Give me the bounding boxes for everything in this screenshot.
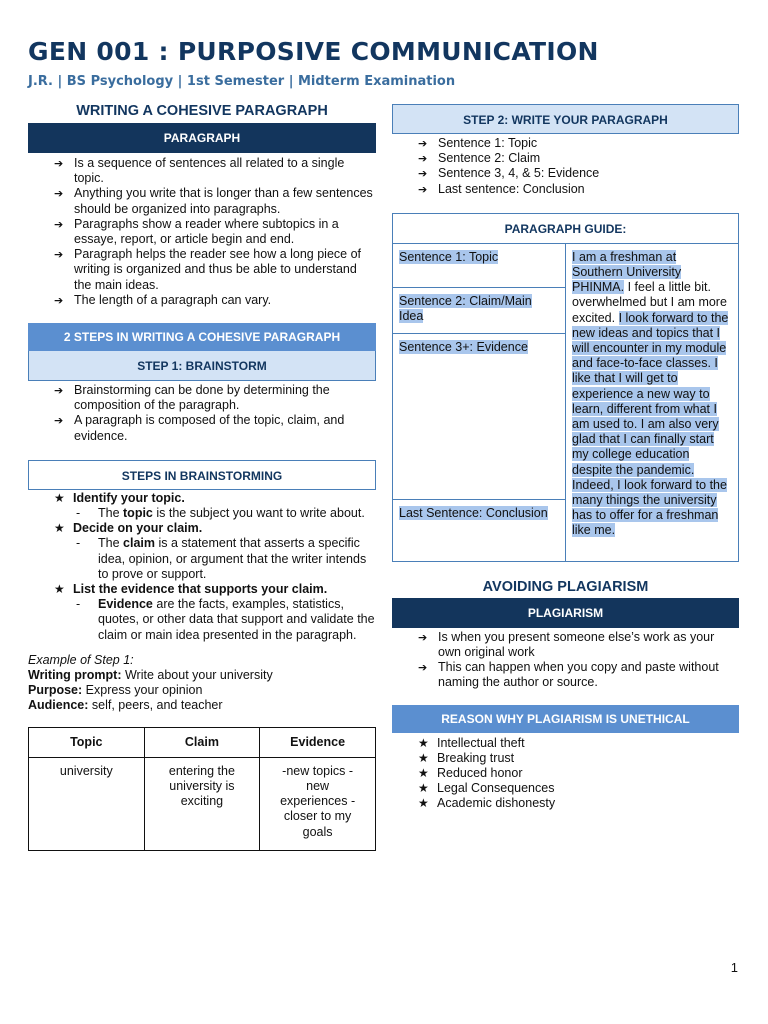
table-row <box>29 757 376 850</box>
table-header: Evidence <box>260 727 376 757</box>
list-item: ★ Reduced honor <box>418 766 739 781</box>
guide-label: Sentence 1: Topic <box>393 244 565 288</box>
guide-example-paragraph: I am a freshman at Southern University PHINMA. I feel a little bit. overwhelmed but I am more excited. I look forward to the new ideas and topics that I will encounter in my module and face-to-face classes. I like that I will get to experience a new way to learn, different from what I am used to. I am also very glad that I can finally start my college education despite the pandemic. Indeed, I look forward to the many things the university has to offer for a freshman like me. <box>572 249 729 538</box>
left-column <box>28 104 376 851</box>
list-item <box>54 491 376 521</box>
example-caption: Example of Step 1: <box>28 652 134 667</box>
step-detail: - Evidence are the facts, examples, statistics, quotes, or other data that support and validate the claim or main idea presented in the paragraph. <box>76 597 375 642</box>
example-block <box>28 653 376 714</box>
guide-label: Sentence 3+: Evidence <box>393 334 565 500</box>
two-steps-bar: 2 STEPS IN WRITING A COHESIVE PARAGRAPH <box>28 323 376 351</box>
purpose: Purpose: Express your opinion <box>28 683 203 698</box>
plagiarism-list <box>392 630 739 691</box>
table-header: Topic <box>29 727 145 757</box>
section-title-cohesive-paragraph: WRITING A COHESIVE PARAGRAPH <box>76 103 328 119</box>
paragraph-guide-heading: PARAGRAPH GUIDE: <box>393 214 738 244</box>
list-item: ➔ The length of a paragraph can vary. <box>54 293 376 308</box>
document-title: GEN 001 : PURPOSIVE COMMUNICATION <box>28 37 599 66</box>
step2-list <box>392 136 739 197</box>
list-item: ➔ Last sentence: Conclusion <box>418 182 739 197</box>
paragraph-bar: PARAGRAPH <box>28 123 376 153</box>
list-item: ★ Legal Consequences <box>418 781 739 796</box>
table-cell: -new topics -new experiences -closer to my goals <box>260 757 376 850</box>
list-item: ➔ Anything you write that is longer than a few sentences should be organized into paragraphs. <box>54 186 376 216</box>
guide-label: Last Sentence: Conclusion <box>399 505 548 520</box>
step-heading: List the evidence that supports your claim. <box>73 582 328 597</box>
step-heading: Identify your topic. <box>73 490 185 505</box>
list-item: ➔ Paragraph helps the reader see how a long piece of writing is organized and thus be able to understand the main ideas. <box>54 247 376 293</box>
step1-bar: STEP 1: BRAINSTORM <box>28 351 376 381</box>
step-heading: Decide on your claim. <box>73 521 203 536</box>
writing-prompt: Writing prompt: Write about your university <box>28 668 273 683</box>
reasons-list <box>392 736 739 812</box>
list-item: ➔ Brainstorming can be done by determining the composition of the paragraph. <box>54 383 376 413</box>
list-item: ➔ Sentence 2: Claim <box>418 151 739 166</box>
plagiarism-bar: PLAGIARISM <box>392 598 739 628</box>
table-cell: university <box>29 757 145 850</box>
list-item <box>54 521 376 582</box>
document-subtitle: J.R. | BS Psychology | 1st Semester | Midterm Examination <box>28 74 456 89</box>
reason-bar: REASON WHY PLAGIARISM IS UNETHICAL <box>392 705 739 733</box>
guide-label: Sentence 2: Claim/Main Idea <box>393 288 565 334</box>
paragraph-list <box>28 156 376 308</box>
list-item: ➔ A paragraph is composed of the topic, claim, and evidence. <box>54 413 376 443</box>
list-item: ➔ This can happen when you copy and paste without naming the author or source. <box>418 660 739 690</box>
brainstorm-list <box>28 383 376 444</box>
list-item: ➔ Is a sequence of sentences all related to a single topic. <box>54 156 376 186</box>
step2-bar: STEP 2: WRITE YOUR PARAGRAPH <box>392 104 739 134</box>
topic-claim-evidence-table <box>28 727 376 851</box>
step-detail: - The topic is the subject you want to write about. <box>76 506 365 521</box>
list-item: ★ Intellectual theft <box>418 736 739 751</box>
page-number: 1 <box>730 960 738 975</box>
list-item <box>54 582 376 643</box>
right-column <box>392 104 739 812</box>
step-detail: - The claim is a statement that asserts a specific idea, opinion, or argument that the writer intends to prove or support. <box>76 536 367 581</box>
brainstorm-steps-list <box>28 491 376 643</box>
table-cell: entering the university is exciting <box>144 757 260 850</box>
list-item: ➔ Paragraphs show a reader where subtopics in a essaye, report, or article begin and end. <box>54 217 376 247</box>
list-item: ➔ Sentence 1: Topic <box>418 136 739 151</box>
list-item: ★ Academic dishonesty <box>418 796 739 811</box>
list-item: ★ Breaking trust <box>418 751 739 766</box>
list-item: ➔ Sentence 3, 4, & 5: Evidence <box>418 166 739 181</box>
audience: Audience: self, peers, and teacher <box>28 698 223 713</box>
list-item: ➔ Is when you present someone else’s work as your own original work <box>418 630 739 660</box>
section-title-avoiding-plagiarism: AVOIDING PLAGIARISM <box>482 578 649 595</box>
steps-in-brainstorming-bar: STEPS IN BRAINSTORMING <box>28 460 376 490</box>
paragraph-guide <box>392 213 739 562</box>
table-header: Claim <box>144 727 260 757</box>
guide-labels <box>393 244 566 561</box>
